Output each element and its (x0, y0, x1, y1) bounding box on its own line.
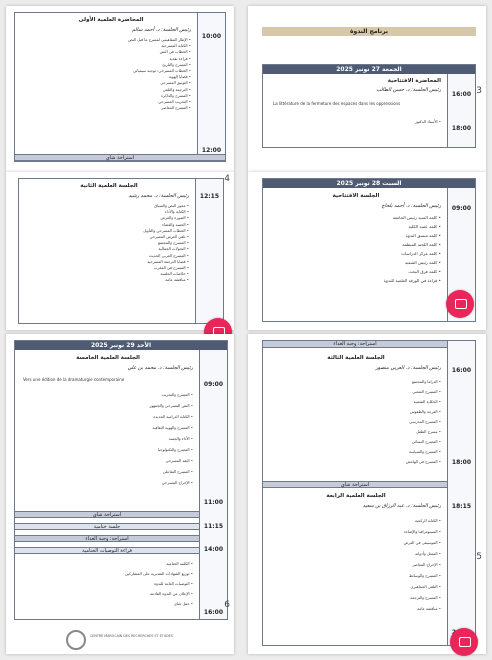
list-item: • الفرجة والطقوس (271, 407, 441, 417)
closing-list (23, 559, 193, 615)
program-page-top-right (248, 6, 486, 172)
session-title: الجلسة العلمية الخامسة (76, 355, 140, 361)
list-item: • النقد المسرحي (23, 455, 193, 466)
session-chair: رئيس الجلسة: د. أحمد بلحاج (381, 203, 441, 209)
list-item: • التحولات الجمالية (21, 246, 189, 252)
list-item: • كلمة منسق الندوة (271, 231, 441, 240)
page-number: 3 (476, 86, 482, 96)
closing-session-bar: جلسة ختامية (15, 523, 199, 530)
recommendations-bar: قراءة التوصيات الختامية (15, 547, 199, 554)
list-item: • المسرح في الهامش (271, 457, 441, 467)
list-item: • الأداء والجسد (23, 433, 193, 444)
list-item: • الإخراج المسرحي (23, 477, 193, 488)
list-item: • الكتابة الدرامية الجديدة (23, 411, 193, 422)
break-bar: استراحة شاي (15, 511, 199, 518)
schedule-table (262, 178, 476, 322)
lunch-bar: استراحة: وجبة الغداء (15, 535, 199, 542)
list-item: • قراءة في الورقة العلمية للندوة (271, 276, 441, 285)
talks-list (21, 203, 189, 321)
list-item: • الكتابة المسرحية (21, 43, 191, 49)
day-bar: الجمعة 27 نونبر 2025 (263, 65, 475, 74)
list-item: • الخطاب المسرحي: توجيه سيميائي (21, 68, 191, 74)
talks-list-2 (271, 515, 441, 625)
time-column (199, 350, 227, 619)
list-item: • قضايا الهوية (21, 74, 191, 80)
list-item: • الدراما والمجتمع (271, 377, 441, 387)
program-page-bottom-left (6, 334, 234, 654)
session-title: الجلسة الافتتاحية (332, 193, 380, 199)
time-2: 11:15 (203, 523, 223, 530)
session-title: المحاضرة العلمية الأولى (78, 17, 144, 23)
list-item: • الإعلان عن الندوة القادمة (23, 589, 193, 599)
list-item: • المسرح المعاصر (21, 105, 191, 111)
list-item: • كلمة مركز الدراسات (271, 249, 441, 258)
list-item: • المسرح النسائي (271, 437, 441, 447)
time-1: 18:00 (451, 459, 471, 466)
list-item: • كلمة رئيس الشعبة (271, 258, 441, 267)
list-item: • التوثيق المسرحي (21, 80, 191, 86)
list-item: • المسرح والتكنولوجيا (23, 444, 193, 455)
time-end: 12:00 (201, 147, 221, 154)
list-item: • قراءة نقدية (21, 56, 191, 62)
list-item: • الموسيقى في العرض (271, 537, 441, 548)
list-item: • المسرح والذاكرة (21, 93, 191, 99)
program-page-bottom-right (248, 334, 486, 654)
talks-list (21, 37, 191, 147)
list-item: • الإطار المفاهيمي لمسرح ما قبل النص (21, 37, 191, 43)
list-item: • المسرح والسياسة (271, 447, 441, 457)
time-column (195, 179, 223, 323)
list-item: • المسرح العربي الحديث (21, 253, 189, 259)
list-item: • الأستاذ الدكتور (291, 119, 441, 125)
list-item: • محور النص والسياق (21, 203, 189, 209)
session-chair: رئيس الجلسة: د. حسن الطالب (376, 87, 441, 93)
program-page-mid-left (6, 172, 234, 330)
talk-title-fr: La littérature de la fermeture des espaces dans les oppressions (273, 101, 401, 106)
list-item: • توزيع الشهادات التقديرية على المشاركين (23, 569, 193, 579)
speaker-line (291, 119, 441, 125)
list-item: • المسرح والوسائط (271, 570, 441, 581)
institution-logo-icon (66, 630, 86, 650)
list-item: • الإخراج المعاصر (271, 559, 441, 570)
list-item: • المسرح التفاعلي (23, 466, 193, 477)
list-item: • خلاصات الجلسة (21, 271, 189, 277)
list-item: • المسرح والتاريخ (21, 62, 191, 68)
list-item: • الخطاب المسرحي والتأويل (21, 228, 189, 234)
list-item: • الخطاب في النص (21, 49, 191, 55)
list-item: • كلمة عميد الكلية (271, 222, 441, 231)
schedule-table (14, 12, 226, 162)
list-item: • المسرح والتجريب (23, 389, 193, 400)
session-title: الجلسة العلمية الثالثة (327, 355, 385, 361)
list-item: • قضايا الترجمة المسرحية (21, 259, 189, 265)
talks-list (271, 213, 441, 313)
list-item: • المسرح في المغرب (21, 265, 189, 271)
list-item: • كلمة السيد رئيس الجامعة (271, 213, 441, 222)
talks-list (271, 377, 441, 477)
time-3: 14:00 (203, 546, 223, 553)
list-item: • المسرح الشعبي (271, 387, 441, 397)
session-chair-2: رئيس الجلسة: د. عبد الرزاق بن سعيد (362, 503, 441, 509)
list-item: • الكتابة والأداء (21, 209, 189, 215)
program-page-top-left (6, 6, 234, 172)
list-item: • مناقشة عامة (21, 277, 189, 283)
session-title: المحاضرة الافتتاحية (387, 78, 441, 84)
time-start: 12:15 (199, 193, 219, 200)
time-1: 11:00 (203, 499, 223, 506)
talks-list (23, 389, 193, 499)
chat-bubble-icon[interactable] (450, 628, 478, 656)
list-item: • مناقشة عامة (271, 603, 441, 614)
list-item: • الجسد والفضاء (21, 222, 189, 228)
session-chair: رئيس الجلسة: د. العربي منصور (375, 365, 441, 371)
program-title: برنامج الندوة (262, 27, 476, 36)
session-title: الجلسة العلمية الثانية (80, 183, 138, 189)
day-bar: الأحد 29 نونبر 2025 (15, 341, 227, 350)
time-start: 10:00 (201, 33, 221, 40)
session-chair: رئيس الجلسة: د. محمد رشيد (128, 193, 189, 199)
list-item: • المسرح والترجمة (271, 592, 441, 603)
list-item: • الكتابة الركحية (271, 515, 441, 526)
lunch-bar: استراحة: وجبة الغداء (263, 341, 447, 348)
list-item: • التلقي الجماهيري (271, 581, 441, 592)
talk-title-fr: Vers une édition de la dramaturgie contemporaine (23, 377, 125, 382)
time-2: 18:15 (451, 503, 471, 510)
list-item: • التجريب المسرحي (21, 99, 191, 105)
session-title-2: الجلسة العلمية الرابعة (326, 493, 386, 499)
time-start: 16:00 (451, 91, 471, 98)
list-item: • الصورة والعرض (21, 215, 189, 221)
schedule-table (14, 340, 228, 620)
list-item: • النص المسرحي والجمهور (23, 400, 193, 411)
list-item: • كلمة فرق البحث (271, 267, 441, 276)
time-end: 18:00 (451, 125, 471, 132)
time-start: 09:00 (451, 205, 471, 212)
list-item: • السينوغرافيا والإضاءة (271, 526, 441, 537)
list-item: • الحكاية الشعبية (271, 397, 441, 407)
list-item: • تلقي العرض المسرحي (21, 234, 189, 240)
time-start: 09:00 (203, 381, 223, 388)
time-start: 16:00 (451, 367, 471, 374)
logo-text: CENTRE MAROCAIN DES RECHERCHES ET ETUDES (90, 634, 173, 638)
list-item: • الممثل وأدواته (271, 548, 441, 559)
list-item: • التوصيات العامة للندوة (23, 579, 193, 589)
break-bar: استراحة شاي (15, 154, 225, 161)
session-chair: رئيس الجلسة: د. أحمد سالم (131, 27, 191, 33)
schedule-table (262, 340, 476, 646)
list-item: • الكلمة الختامية (23, 559, 193, 569)
list-item: • مسرح الطفل (271, 427, 441, 437)
chat-bubble-icon[interactable] (446, 290, 474, 318)
day-bar: السبت 28 نونبر 2025 (263, 179, 475, 188)
list-item: • المسرح والهوية الثقافية (23, 422, 193, 433)
time-column (447, 74, 475, 147)
schedule-table (18, 178, 224, 324)
time-column (447, 341, 475, 645)
page-number: 4 (224, 174, 230, 184)
break-bar: استراحة شاي (263, 481, 447, 488)
list-item: • المسرح المدرسي (271, 417, 441, 427)
list-item: • كلمة اللجنة المنظمة (271, 240, 441, 249)
time-end: 16:00 (203, 609, 223, 616)
schedule-table (262, 64, 476, 148)
session-chair: رئيس الجلسة: د. محمد بن علي (127, 365, 193, 371)
list-item: • حفل شاي (23, 599, 193, 609)
page-number: 5 (476, 552, 482, 562)
list-item: • الترجمة والتلقي (21, 87, 191, 93)
page-number: 6 (224, 600, 230, 610)
list-item: • المسرح والمجتمع (21, 240, 189, 246)
